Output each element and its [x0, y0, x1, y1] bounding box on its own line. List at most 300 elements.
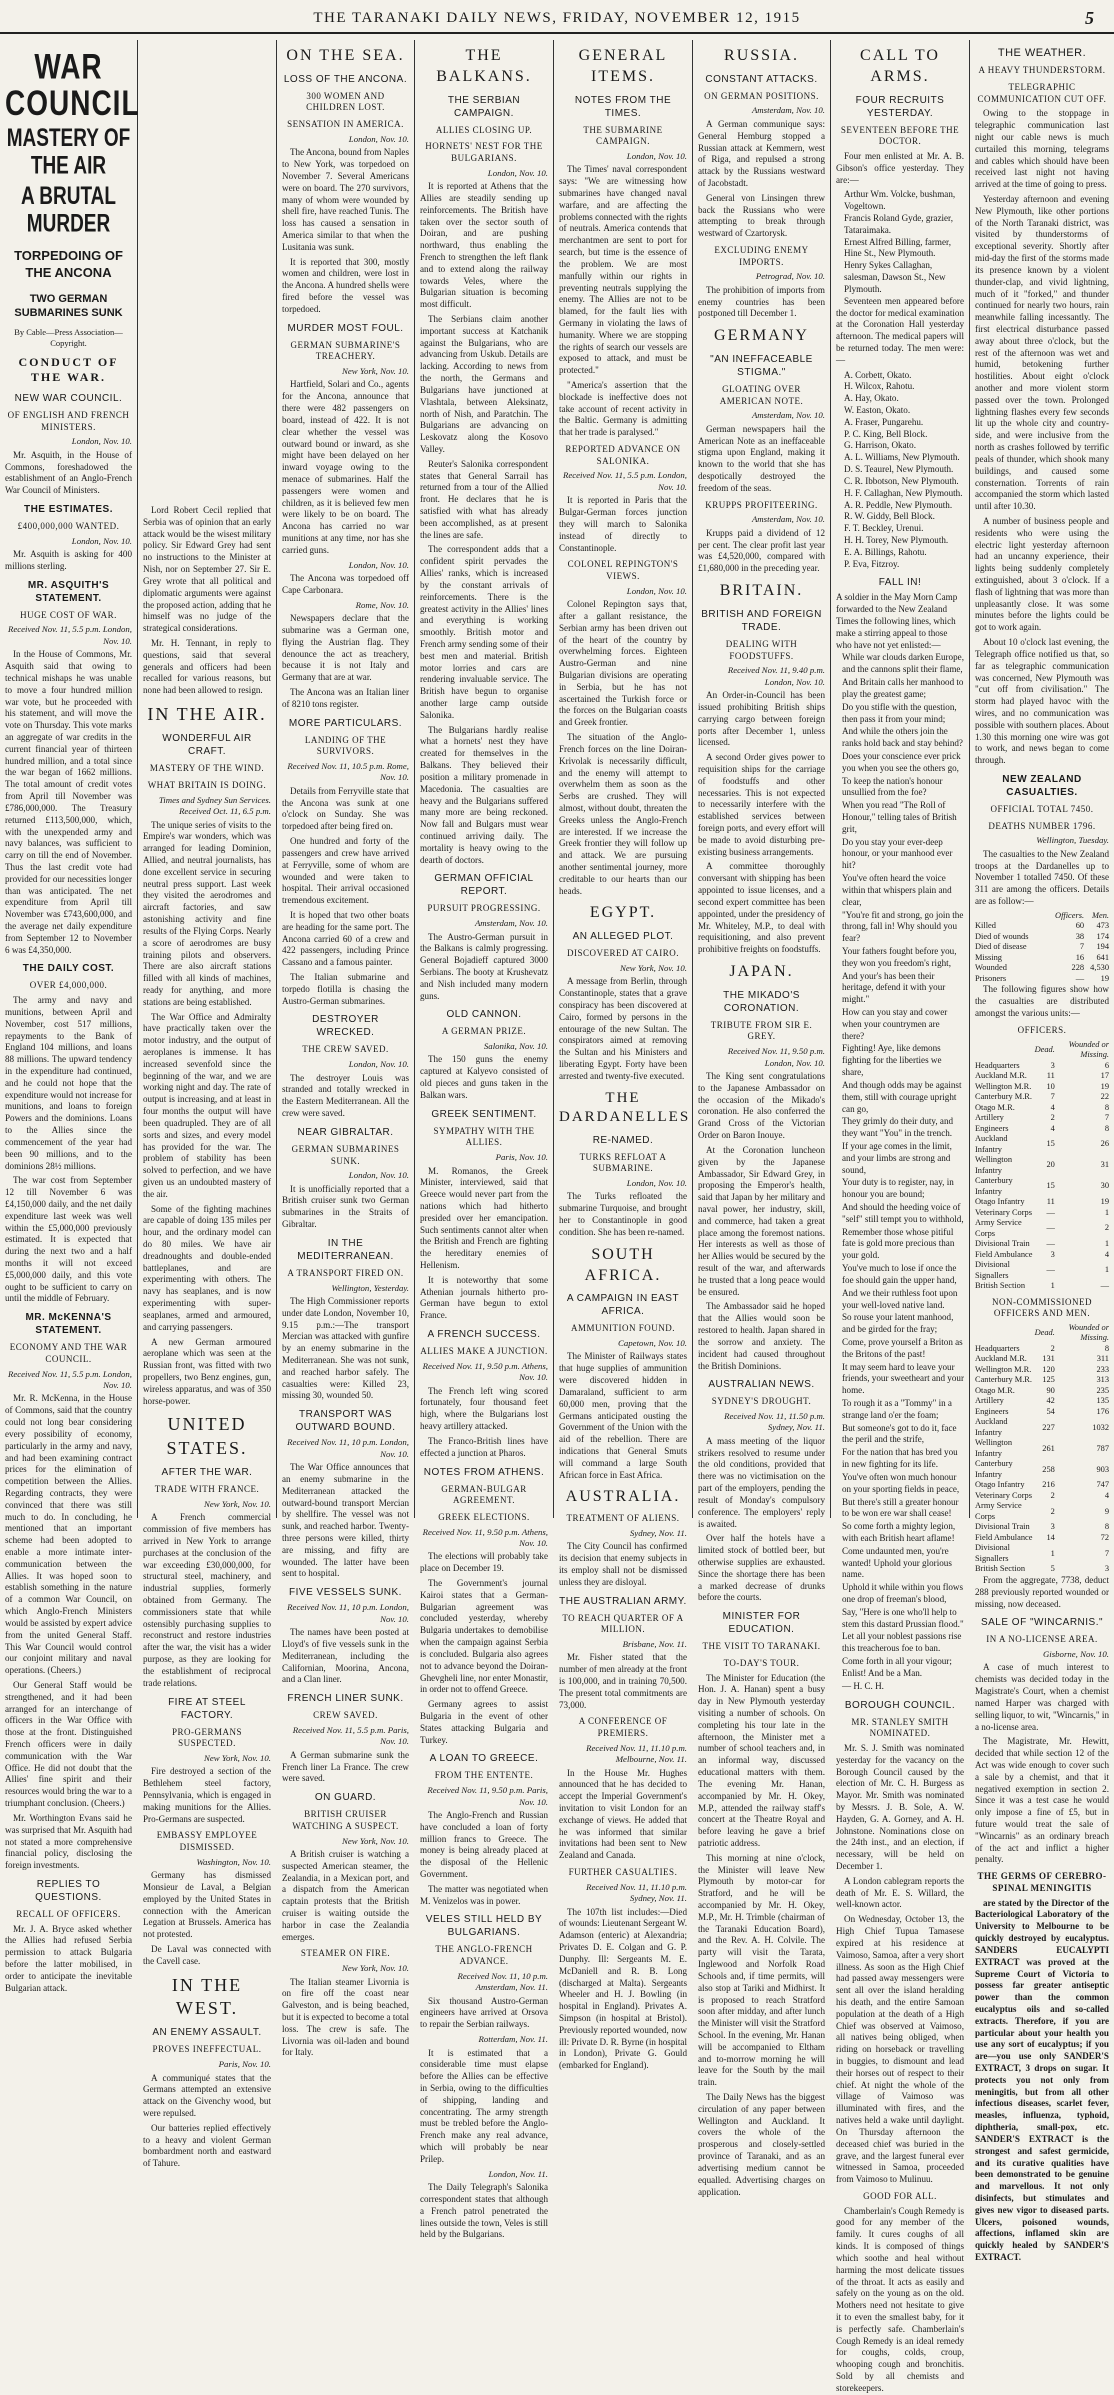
article-paragraph: The War Office announces that an enemy submarine in the Mediterranean attacked the outward-bound transport Mercian by shellfire. The vessel was not sunk, and reached harbor. Twenty-three persons were killed, thirty are missing, and fifty are wounded. The latter have been sent to hospital.	[282, 1462, 409, 1579]
table-row	[975, 1522, 1109, 1533]
dateline: London, Nov. 10.	[626, 1178, 687, 1189]
dateline: Received Nov. 11, 10 p.m. London, Nov. 10.	[287, 1602, 409, 1624]
section-heading: GERMANY	[714, 327, 809, 345]
dateline: Received Nov. 11, 5.5 p.m. London, Nov. 10.	[562, 470, 687, 492]
subheading: SEVENTEEN BEFORE THE DOCTOR.	[840, 124, 960, 147]
table-row	[975, 1155, 1109, 1176]
subheading: DEATHS NUMBER 1796.	[988, 820, 1096, 831]
dateline: Received Nov. 11, 9.40 p.m. London, Nov. 10.	[727, 665, 825, 687]
dateline: Times and Sydney Sun Services. Received Oct. 11, 6.5 p.m.	[158, 794, 271, 817]
section-heading: THE DARDANELLES	[559, 1089, 691, 1126]
table-row	[975, 1134, 1109, 1155]
section-heading: GENERAL ITEMS.	[578, 47, 668, 85]
table-row	[975, 1103, 1109, 1114]
subheading: NOTES FROM ATHENS.	[423, 1466, 545, 1478]
subheading: OF ENGLISH AND FRENCH MINISTERS.	[7, 410, 130, 432]
subheading: A LOAN TO GREECE.	[429, 1753, 539, 1765]
table-cell: 747	[1096, 1480, 1109, 1490]
poem-line: A soldier in the May Morn Camp forwarded to the New Zealand Times the following lines, which make a stirring appeal to those who have not yet enlisted:—	[836, 592, 958, 650]
subheading: MASTERY OF THE WIND.	[149, 763, 265, 774]
article-paragraph: The Turks refloated the submarine Turquoise, and brought her to Constantinople in good condition. She has been re-named.	[559, 1191, 687, 1237]
list-item: G. Harrison, Okato.	[844, 440, 916, 451]
list-item: A. R. Peddle, New Plymouth.	[844, 499, 953, 510]
article-paragraph: A German submarine sunk the French liner La France. The crew were saved.	[282, 1749, 409, 1784]
table-row	[975, 1092, 1109, 1103]
table-cell: 4	[1104, 1490, 1109, 1500]
article-paragraph: The Ancona was torpedoed off Cape Carbonara.	[282, 573, 409, 595]
table-cell: 1	[1104, 1265, 1109, 1275]
table-cell: 5	[1050, 1564, 1055, 1574]
article-paragraph: Owing to the stoppage in telegraphic communication last night our cable news is much curtailed this morning, telegrams and cables which should have been received last night not having arrived at the time of going to press.	[975, 108, 1109, 190]
article-paragraph: A message from Berlin, through Constantinople, states that a grave conspiracy has been discovered at Cairo, formed by persons in the entourage of the new Sultan. The conspirators aimed at removing the Sultan and his Ministers and liberating Egypt. Forty have been arrested and twenty-five executed.	[559, 976, 687, 1081]
advert-heading: THE GERMS OF CEREBRO-SPINAL MENINGITIS	[977, 1871, 1107, 1893]
table-cell: Canterbury Infantry	[975, 1176, 1013, 1196]
table-cell: British Section	[975, 1281, 1026, 1291]
table-row	[975, 1375, 1109, 1386]
poem-line: How can you stay and cower when your countrymen are there?	[842, 1007, 948, 1041]
dateline: Capetown, Nov. 10.	[618, 1338, 687, 1349]
table-cell: Otago Infantry	[975, 1480, 1025, 1490]
subheading: GOOD FOR ALL.	[863, 2190, 937, 2201]
article-paragraph: Germany agrees to assist Bulgaria in the event of other States attacking Bulgaria and Turkey.	[420, 1699, 548, 1745]
table-cell: Divisional Signallers	[975, 1543, 1010, 1563]
subheading: LOSS OF THE ANCONA.	[283, 73, 408, 85]
table-row	[975, 1124, 1109, 1135]
subheading: REPORTED ADVANCE ON SALONIKA.	[565, 444, 681, 466]
table-cell: Otago M.R.	[975, 1102, 1015, 1112]
subheading: CREW SAVED.	[313, 1710, 378, 1721]
table-header-cell	[975, 1323, 1035, 1344]
article-paragraph: The Austro-German pursuit in the Balkans is calmly progressing. General Bojadieff captured 3000 Serbians. The booty at Krushevatz and Nish included many modern guns.	[420, 931, 548, 1001]
table-cell: Field Ambulance	[975, 1249, 1033, 1259]
article-paragraph: The French left wing scored fortunately, four thousand feet high, where the Bulgarians lost heavy artillery attacked.	[420, 1385, 548, 1432]
subheading: TRADE WITH FRANCE.	[154, 1484, 260, 1495]
subheading: GREEK SENTIMENT.	[431, 1108, 537, 1120]
article-paragraph: The City Council has confirmed its decision that enemy subjects in its employ shall not be dismissed unless they are disloyal.	[559, 1541, 687, 1587]
examinee-list	[836, 370, 964, 571]
subheading: WHAT BRITAIN IS DOING.	[147, 780, 267, 791]
list-item: R. W. Giddy, Bell Block.	[844, 511, 935, 522]
subheading: BOROUGH COUNCIL.	[844, 1699, 956, 1711]
dateline: Received Nov. 11, 9.50 p.m. Athens, Nov. 10.	[422, 1526, 548, 1548]
dateline: Amsterdam, Nov. 10.	[474, 918, 548, 929]
subheading: IN A NO-LICENSE AREA.	[986, 1634, 1098, 1645]
table-cell: Prisoners	[975, 973, 1007, 983]
poem-line: While war clouds darken Europe, and the cannons split their flame,	[842, 652, 964, 675]
poem-line: And though odds may be against them, still with courage upright can go,	[842, 1079, 962, 1114]
dateline: Received Nov. 11, 9.50 p.m. Paris, Nov. 10.	[427, 1785, 548, 1807]
dateline: Received Nov. 11, 10 p.m. Amsterdam, Nov. 11.	[457, 1970, 548, 1993]
dateline: London, Nov. 11.	[488, 2168, 548, 2179]
subheading: CONSTANT ATTACKS.	[705, 73, 818, 85]
subheading: AN ALLEGED PLOT.	[572, 931, 674, 943]
newspaper-title: THE TARANAKI DAILY NEWS, FRIDAY, NOVEMBER 12, 1915	[313, 10, 801, 26]
recruit-list	[836, 189, 964, 295]
subheading: TO-DAY'S TOUR.	[723, 1657, 800, 1668]
dateline: New York, Nov. 10.	[342, 366, 409, 377]
subheading: THE VISIT TO TARANAKI.	[702, 1641, 821, 1652]
article-paragraph: The Daily Telegraph's Salonika correspondent states that although a French patrol penetrated the lines outside the town, Veles is still held by the Bulgarians.	[420, 2182, 548, 2240]
subheading: TURKS REFLOAT A SUBMARINE.	[579, 1151, 667, 1174]
table-row	[975, 1480, 1109, 1491]
table-row	[975, 1061, 1109, 1072]
table-cell: 15	[1046, 1139, 1055, 1149]
table-cell: Wounded	[975, 963, 1007, 973]
article-paragraph: De Laval was connected with the Cavell case.	[143, 1944, 271, 1966]
table-cell: 10	[1046, 1081, 1055, 1091]
article-paragraph: The casualties to the New Zealand troops at the Dardanelles up to November 1 totalled 7450. Of these 311 are among the officers. Details are as follow:—	[975, 848, 1109, 907]
subheading: LANDING OF THE SURVIVORS.	[304, 734, 387, 757]
subheading: BRITISH CRUISER WATCHING A SUSPECT.	[292, 1809, 399, 1831]
dateline: Received Nov. 11, 5.5 p.m. London, Nov. 10.	[7, 1368, 132, 1391]
subheading: A CAMPAIGN IN EAST AFRICA.	[566, 1293, 680, 1318]
subheading: FALL IN!	[878, 577, 922, 589]
subheading: A HEAVY THUNDERSTORM.	[978, 65, 1106, 76]
page-number: 5	[1085, 8, 1094, 28]
subheading: ALLIES CLOSING UP.	[435, 124, 533, 135]
byline: By Cable—Press Association—Copyright.	[14, 326, 123, 348]
section-heading: IN THE WEST.	[171, 1974, 243, 2019]
subheading: THE AUSTRALIAN ARMY.	[559, 1595, 687, 1607]
table-row	[975, 1417, 1109, 1438]
list-item: A. L. Williams, New Plymouth.	[844, 452, 960, 463]
article-paragraph: The Times' naval correspondent says: "We are witnessing how submarines have changed naval warfare, and are affecting the problems connected with the rights of neutrals. America contends that merchantmen are sent to port for search, but time is the essence of the problem. We are most manfully within our rights in preventing neutrals supplying the enemy. The Allies are not to be blamed, for the fault lies with Germany in violating the laws of humanity. Where we are stopping the rights of search our vessels are exposed to attack, and must be protected."	[559, 164, 687, 376]
article-paragraph: Mr. H. Tennant, in reply to questions, said that several generals and officers had been recalled for various reasons, but none had been allowed to resign.	[143, 637, 271, 696]
list-item: C. R. Ibbotson, New Plymouth.	[844, 475, 959, 486]
table-cell: Artillery	[975, 1113, 1004, 1123]
table-cell: 3	[1050, 1249, 1055, 1259]
table-cell: Army Service Corps	[975, 1501, 1022, 1521]
subheading: THE SUBMARINE CAMPAIGN.	[583, 124, 663, 147]
table-cell: 125	[1042, 1375, 1055, 1385]
table-cell: 6	[1104, 1060, 1109, 1070]
article-paragraph: Six thousand Austro-German engineers have arrived at Orsova to repair the Serbian railways.	[420, 1995, 548, 2030]
article-paragraph: The Anglo-French and Russian have concluded a loan of forty million francs to Greece. The money is being already placed at the disposal of the Hellenic Government.	[420, 1809, 548, 1879]
table-cell: 31	[1100, 1160, 1109, 1170]
article-paragraph: "America's assertion that the blockade is ineffective does not take account of recent activity in the Baltic. Germany is admitting that her trade is paralysed."	[559, 380, 687, 438]
table-cell: 1	[1104, 1239, 1109, 1249]
table-header-cell: Wounded or Missing.	[1068, 1322, 1109, 1343]
article-paragraph: About 10 o'clock last evening, the Telegraph office notified us that, so far as telegraphic communication was concerned, New Plymouth was "cut off from civilisation." The storm had played havoc with the wires, and no communication was possible with southern places. About 1.30 this morning one wire was got to work, and news began to come through.	[975, 637, 1109, 766]
subheading: KRUPPS PROFITEERING.	[705, 499, 818, 510]
list-item: P. Eva, Fitzroy.	[844, 558, 900, 569]
table-header-cell: Dead.	[1034, 1328, 1055, 1338]
subheading: SYDNEY'S DROUGHT.	[711, 1396, 812, 1407]
article-paragraph: The army and navy and munitions, between April and November, cost 517 millions, repayments to the Bank of England 104 millions, and loans 88 millions. The upward tendency in the expenditure had continued, and he could not hope that the expenditure would not increase for munitions, and loans to foreign Powers and the dominions. Loans to the Allies since the commencement of the year had been 90 millions, and to the dominions 28½ millions.	[5, 995, 132, 1171]
table-cell: 1	[1104, 1207, 1109, 1217]
poem-line: Come, prove yourself a Briton as the Britons of the past!	[842, 1336, 963, 1359]
article-paragraph: Reuter's Salonika correspondent states that General Sarrail has returned from a tour of the Allied front. He declares that he is satisfied with what has already been accomplished, as at present the lines are safe.	[420, 458, 548, 540]
column-6	[693, 40, 830, 2197]
article-paragraph: The matter was negotiated when M. Venizelos was in power.	[420, 1883, 548, 1906]
table-cell: 3	[1104, 1564, 1109, 1574]
subheading: A FRENCH SUCCESS.	[427, 1329, 541, 1341]
table-cell: Army Service Corps	[975, 1218, 1022, 1238]
table-cell: Canterbury Infantry	[975, 1459, 1013, 1479]
subheading: TRANSPORT WAS OUTWARD BOUND.	[295, 1409, 396, 1434]
list-item: E. A. Billings, Rahotu.	[844, 546, 927, 557]
dateline: London, Nov. 10.	[626, 150, 687, 161]
article-paragraph: One hundred and forty of the passengers and crew have arrived at Ferryville, some of whom are wounded and were taken to hospital. Their arrival occasioned tremendous excitement.	[282, 836, 409, 906]
dateline: London, Nov. 10.	[348, 1059, 409, 1070]
article-paragraph: The Ancona was an Italian liner of 8210 tons register.	[282, 686, 409, 709]
poem-line: Fighting! Aye, like demons fighting for the liberties we share,	[842, 1043, 942, 1078]
poem-line: — H. C. H.	[842, 1680, 884, 1691]
article-paragraph: A British cruiser is watching a suspected American steamer, the Zealandia, in a Mexican port, and a dispatch from the American captain protests that the British cruiser is waiting outside the harbor in case the Zealandia emerges.	[282, 1848, 409, 1942]
dateline: New York, Nov. 10.	[204, 1498, 271, 1509]
subheading: THE ANGLO-FRENCH ADVANCE.	[435, 1944, 533, 1967]
table-cell: 8	[1104, 1102, 1109, 1112]
table-cell: 131	[1042, 1354, 1055, 1364]
table-cell: 313	[1096, 1375, 1109, 1385]
article-paragraph: A mass meeting of the liquor strikers resolved to resume under the old conditions, provided that there was no victimisation on the part of the employers, pending the result of Monday's compulsory conference. The employers' reply is awaited.	[698, 1435, 825, 1529]
subheading: PRO-GERMANS SUSPECTED.	[171, 1726, 242, 1749]
article-paragraph: Mr. J. A. Bryce asked whether the Allies had refused Serbia permission to attack Bulgaria before the latter mobilised, in order to anticipate the inevitable Bulgarian attack.	[5, 1923, 132, 1993]
article-paragraph: The Magistrate, Mr. Hewitt, decided that while section 12 of the Act was wide enough to cover such a sale by a chemist, and that it negatived exemption in section 2. Since it was a test case he would only impose a fine of £5, but in future would treat the sale of "Wincarnis" as an ordinary breach of the act and inflict a higher penalty.	[975, 1736, 1109, 1865]
article-paragraph: The 150 guns the enemy captured at Kalyevo consisted of old pieces and guns taken in the Balkan wars.	[420, 1054, 548, 1100]
section-heading: SOUTH AFRICA.	[584, 1245, 662, 1284]
table-cell: Otago Infantry	[975, 1197, 1025, 1207]
article-paragraph: A new German armoured aeroplane which was seen at the Russian front, was fitted with two propellers, two Benz engines, gun, wireless apparatus, and was of 350 horse-power.	[143, 1336, 271, 1406]
table-row	[975, 1082, 1109, 1093]
section-heading: THE WEATHER.	[997, 47, 1087, 59]
dateline: London, Nov. 10.	[348, 133, 409, 144]
subheading: DISCOVERED AT CAIRO.	[566, 948, 680, 959]
subheading: BRITISH AND FOREIGN TRADE.	[701, 608, 822, 633]
table-cell: 216	[1042, 1480, 1055, 1490]
headline-submarines-sunk: TWO GERMAN SUBMARINES SUNK	[14, 293, 123, 320]
poem-line: They grimly do their duty, and they want "You" in the trench.	[842, 1116, 954, 1139]
table-cell: 22	[1100, 1092, 1109, 1102]
table-header-cell: Wounded or Missing.	[1068, 1039, 1109, 1060]
article-paragraph: Mr. Fisher stated that the number of men already at the front is 100,000, and in training 70,500. The present total commitments are 73,000.	[559, 1652, 687, 1710]
table-cell: Auckland Infantry	[975, 1417, 1008, 1437]
dateline: London, Nov. 10.	[71, 535, 132, 546]
subheading: GERMAN OFFICIAL REPORT.	[434, 873, 534, 898]
table-cell: 54	[1046, 1406, 1055, 1416]
table-cell: Field Ambulance	[975, 1532, 1033, 1542]
article-paragraph: Mr. S. J. Smith was nominated yesterday for the vacancy on the Borough Council caused by the election of Mr. C. H. Burgess as Mayor. Mr. Smith was nominated by Messrs. J. B. Sole, A. W. Hayden, G. A. Gorney, and A. H. Johnstone. Nominations close on the 24th inst., and an election, if necessary, will be held on December 1.	[836, 1742, 964, 1872]
section-heading: BRITAIN.	[719, 582, 804, 600]
subheading: TREATMENT OF ALIENS.	[566, 1513, 680, 1524]
subheading: OVER £4,000,000.	[29, 980, 108, 991]
poem-line: Let all your noblest passions rise this treacherous foe to ban.	[842, 1631, 962, 1654]
table-row	[975, 1564, 1109, 1575]
article-paragraph: A German communique says: General Hemburg stopped a Russian attack at Kemmern, west of Riga, and repulsed a strong attack by the Russians westward of Jacobstadt.	[698, 118, 825, 188]
poem-line: It may seem hard to leave your friends, your sweetheart and your home.	[842, 1361, 964, 1396]
poem-line: And Britain calls her manhood to play the greatest game;	[842, 677, 964, 699]
table-cell: 227	[1042, 1422, 1055, 1432]
table-row	[975, 974, 1109, 985]
column-8	[970, 40, 1114, 2263]
column-3	[277, 40, 414, 2058]
poem-line: And we their ruthless foot upon your well-loved native land.	[842, 1287, 958, 1310]
table-cell: 311	[1096, 1354, 1109, 1364]
dateline: New York, Nov. 10.	[342, 1963, 409, 1974]
poem-line: But there's still a greater honour to be won ere war shall cease!	[842, 1496, 959, 1519]
dateline: Wellington, Yesterday.	[331, 1282, 409, 1293]
table-cell: 261	[1042, 1443, 1055, 1453]
table-header-row	[975, 1323, 1109, 1344]
subheading: SALE OF "WINCARNIS."	[980, 1617, 1104, 1629]
dateline: Salonika, Nov. 10.	[483, 1041, 548, 1052]
subheading: DESTROYER WRECKED.	[312, 1014, 379, 1039]
poem	[836, 592, 964, 1692]
dateline: Received Nov. 11, 5.5 p.m. London, Nov. 10.	[7, 624, 132, 646]
table-cell: 2	[1050, 1506, 1055, 1516]
table-row	[975, 1533, 1109, 1544]
article-paragraph: M. Romanos, the Greek Minister, interviewed, said that Greece would never part from the nations which had hitherto presided over her emancipation. Such sentiments cannot alter when the British and French are fighting the hereditary enemies of Hellenism.	[420, 1165, 548, 1271]
article-paragraph: The elections will probably take place on December 19.	[420, 1551, 548, 1574]
article-paragraph: Our batteries replied effectively to a heavy and violent German bombardment north and eastward of Tahure.	[143, 2122, 271, 2169]
list-item: A. Fraser, Pungarehu.	[844, 416, 924, 427]
table-row	[975, 1260, 1109, 1281]
dateline: London, Nov. 10.	[348, 559, 409, 570]
subheading: £400,000,000 WANTED.	[17, 521, 120, 532]
subheading: NOTES FROM THE TIMES.	[574, 94, 672, 119]
dateline: Amsterdam, Nov. 10.	[751, 410, 825, 421]
table-cell: —	[1046, 1223, 1055, 1233]
article-paragraph: From the aggregate, 7738, deduct 288 previously reported wounded or missing, now deceased.	[975, 1574, 1109, 1609]
table-header-cell	[975, 1040, 1035, 1061]
table-cell: 2	[1104, 1223, 1109, 1233]
column-4	[415, 40, 553, 2240]
article-paragraph: Chamberlain's Cough Remedy is good for any member of the family. It cures coughs of all kinds. It is composed of things which soothe and heal without harming the most delicate tissues of the throat. It acts as easily and safely on the young as on the old. Mothers need not hesitate to give it to even the smallest baby, for it is perfectly safe. Chamberlain's Cough Remedy is an ideal remedy for coughs, colds, croup, whooping cough and bronchitis. Sold by all chemists and storekeepers.	[836, 2205, 964, 2393]
article-paragraph: The prohibition of imports from enemy countries has been postponed till December 1.	[698, 284, 825, 319]
section-heading: THE BALKANS.	[436, 47, 532, 85]
poem-line: Does your conscience ever prick you when you see the others go,	[842, 750, 961, 773]
article-paragraph: Over half the hotels have a limited stock of bottled beer, but otherwise supplies are exhausted. Since the shortage there has been a marked decrease of drunks before the courts.	[698, 1533, 825, 1603]
subheading: EXCLUDING ENEMY IMPORTS.	[714, 245, 809, 267]
subheading: GREEK ELECTIONS.	[438, 1511, 530, 1522]
article-paragraph: A French commercial commission of five members has arrived in New York to arrange purchases at the conclusion of the war exceeding £30,000,000, for structural steel, machinery, and industrial supplies, formerly obtained from Germany. The commissioners state that while ostensibly purchasing supplies to reconstruct and restore industries after the war, the visit has a wider purpose, as they are looking for the establishment of reciprocal trade relations.	[143, 1512, 271, 1688]
column-5	[554, 40, 692, 2071]
subheading: RE-NAMED.	[592, 1134, 654, 1146]
table-cell: 17	[1100, 1071, 1109, 1081]
article-paragraph: Lord Robert Cecil replied that Serbia was of opinion that an early attack would be the wisest military policy. Sir Edward Grey had sent no instructions to the Minister at Nish, nor on September 27. Sir E. Grey wrote that all political and diplomatic arguments were against the proposed action, adding that he himself was no judge of the strategical considerations.	[143, 505, 271, 634]
poem-line: Come undaunted men, you're wanted! Uphold your glorious name.	[842, 1545, 952, 1580]
table-cell: 7	[1104, 1548, 1109, 1558]
subheading: OLD CANNON.	[446, 1009, 522, 1021]
table-cell: Otago M.R.	[975, 1385, 1015, 1395]
table-cell: 473	[1096, 921, 1109, 931]
table-cell: 60	[1075, 921, 1085, 931]
article-paragraph: At the Coronation luncheon given by the Japanese Ambassador, Sir Edward Grey, in proposing the Emperor's health, said that Japan by her military and naval power, her industry, skill, and commerce, had taken a great place among the foremost nations. Her interests as well as those of her Allies would be secured by the result of the war, and afterwards he trusted that a long peace would be ensured.	[698, 1144, 825, 1297]
dateline: London, Nov. 10.	[487, 167, 548, 178]
poem-line: Come forth in all your vigour; Enlist! And be a Man.	[842, 1656, 952, 1678]
subheading: STEAMER ON FIRE.	[300, 1948, 391, 1959]
subheading: "AN INEFFACEABLE STIGMA."	[710, 354, 813, 379]
table-cell: 26	[1100, 1139, 1109, 1149]
table-row	[975, 1386, 1109, 1397]
dateline: Gisborne, Nov. 10.	[1042, 1649, 1109, 1660]
subheading: FRENCH LINER SUNK.	[287, 1693, 404, 1705]
table-row	[975, 1113, 1109, 1124]
table-cell: 9	[1104, 1506, 1109, 1516]
table-cell: Divisional Train	[975, 1522, 1030, 1532]
table-row	[975, 921, 1109, 932]
article-paragraph: Mr. Worthington Evans said he was surprised that Mr. Asquith had not stated a more comprehensive financial policy, disclosing the foreign investments.	[5, 1812, 132, 1871]
table-row	[975, 932, 1109, 943]
table-cell: 120	[1042, 1364, 1055, 1374]
dateline: Received Nov. 11, 11.50 p.m. Sydney, Nov. 11.	[724, 1411, 825, 1433]
table-cell: 8	[1104, 1123, 1109, 1133]
table-cell: 135	[1096, 1396, 1109, 1406]
article-paragraph: The correspondent adds that a confident spirit pervades the Allies' ranks, which is increased by the constant arrivals of reinforcements. There is the greatest activity in the Allies' lines and everything is working smoothly. British motor and French army sending some of their best men and material. British motor lorries and cars are rendering invaluable service. The British have begun to organise another large camp outside Salonika.	[420, 544, 548, 720]
list-item: A. Hay, Okato.	[844, 393, 899, 404]
table-cell: 174	[1096, 931, 1109, 941]
dateline: Received Nov. 11, 11.10 p.m. Melbourne, Nov. 11.	[586, 1742, 687, 1765]
table-cell: 15	[1046, 1181, 1055, 1191]
column-1	[0, 40, 140, 1993]
table-cell: 8	[1104, 1522, 1109, 1532]
poem-line: For the nation that has bred you in new fighting for its life.	[842, 1447, 958, 1470]
section-heading: AUSTRALIA.	[565, 1488, 681, 1506]
article-paragraph: It is reported at Athens that the Allies are steadily sending up reinforcements. The British have taken over the sector south of Doiran, and are pushing northward, thus enabling the French to strengthen the left flank and to extend along the railway towards Veles, where the Bulgarian situation is becoming most difficult.	[420, 181, 548, 310]
article-paragraph: It is reported that 300, mostly women and children, were lost in the Ancona. A hundred shells were fired before the vessel was torpedoed.	[282, 256, 409, 314]
subheading: MINISTER FOR EDUCATION.	[722, 1611, 801, 1636]
table-row	[975, 1543, 1109, 1564]
section-heading: RUSSIA.	[724, 47, 799, 64]
article-paragraph: The war cost from September 12 till November 6 was £4,150,000 daily, and the net daily expenditure last week was well within the £5,000,000 previously estimated. It is expected that during the next two and a half months it will not exceed £5,000,000 daily, and this vote ought to be sufficient to carry on until the middle of February.	[5, 1175, 132, 1304]
headline-mastery-air: MASTERY OF THE AIR	[6, 125, 131, 180]
article-paragraph: The Franco-British lines have effected a junction at Pharos.	[420, 1435, 548, 1458]
table-cell: Veterinary Corps	[975, 1490, 1032, 1500]
subheading: PROVES INEFFECTUAL.	[152, 2044, 262, 2055]
poem-line: Remember those whose pitiful fate is gold more precious than your gold.	[842, 1226, 955, 1261]
article-paragraph: The Daily News has the biggest circulation of any paper between Wellington and Auckland. It covers the whole of the prosperous and closely-settled province of Taranaki, and as an advertising medium cannot be equalled. Advertising charges on application.	[698, 2092, 825, 2197]
subheading: AMMUNITION FOUND.	[571, 1323, 675, 1334]
subheading: RECALL OF OFFICERS.	[16, 1908, 121, 1919]
poem-line: Do you stay your ever-deep honour, or your manhood ever hit?	[842, 836, 953, 871]
article-paragraph: It is estimated that a considerable time must elapse before the Allies can be effective in Serbia, owing to the difficulties of shipping, landing and concentrating. The army strength must be trebled before the Anglo-French make any real advance, which will probably be near Prilep.	[420, 2047, 548, 2164]
dateline: London, Nov. 10.	[71, 436, 132, 447]
table-cell: Wellington Infantry	[975, 1438, 1013, 1458]
subheading: THE ESTIMATES.	[23, 504, 114, 516]
poem-line: Do you stifle with the question, then pass it from your mind;	[842, 701, 957, 724]
table-cell: 903	[1096, 1464, 1109, 1474]
table-row	[975, 1407, 1109, 1418]
subheading: FOUR RECRUITS YESTERDAY.	[855, 94, 945, 119]
table-cell: 2	[1050, 1490, 1055, 1500]
dateline: Received Nov. 11, 9.50 p.m. London, Nov. 10.	[727, 1046, 825, 1068]
poem-line: You've often heard the voice within that whispers plain and clear,	[842, 873, 952, 907]
article-paragraph: German newspapers hail the American Note as an ineffaceable stigma upon England, making it known to the world that she has despotically destroyed the freedom of the seas.	[698, 423, 825, 493]
poem-line: So come forth a mighty legion, with each British heart aflame!	[842, 1521, 956, 1543]
table-cell: 42	[1046, 1396, 1055, 1406]
table-header-cell: Officers.	[1055, 910, 1085, 920]
dateline: Brisbane, Nov. 11.	[622, 1638, 687, 1649]
men-casualty-table	[975, 1323, 1109, 1575]
table-cell: —	[1046, 1265, 1055, 1275]
officers-casualty-table	[975, 1040, 1109, 1292]
table-cell: 233	[1096, 1364, 1109, 1374]
subheading: FIRE AT STEEL FACTORY.	[168, 1696, 246, 1721]
subheading: GERMAN SUBMARINE'S TREACHERY.	[290, 339, 401, 362]
table-cell: 72	[1100, 1532, 1109, 1542]
table-cell: Auckland M.R.	[975, 1071, 1027, 1081]
article-paragraph: The Minister for Education (the Hon. J. A. Hanan) spent a busy day in New Plymouth yesterday visiting a number of schools. On completing his tour late in the afternoon, the Minister met a number of school teachers and, in an informal way, discussed educational matters with them. The evening Mr. Hanan, accompanied by Mr. H. Okey, M.P., attended the railway staff's concert at the Theatre Royal and before leaving he gave a brief patriotic address.	[698, 1672, 825, 1848]
subheading: MR. STANLEY SMITH NOMINATED.	[851, 1716, 949, 1739]
article-paragraph: The King sent congratulations to the Japanese Ambassador on the occasion of the Mikado's coronation. He also conferred the Grand Cross of the Victorian Order on Baron Inouye.	[698, 1071, 825, 1141]
article-paragraph: It is hoped that two other boats are heading for the same port. The Ancona carried 60 of a crew and 422 passengers, including Prince Cassano and a famous painter.	[282, 909, 409, 968]
poem-line: If your age comes in the limit, and your limbs are strong and sound,	[842, 1140, 952, 1175]
table-cell: 3	[1050, 1060, 1055, 1070]
article-paragraph: Mr. Asquith, in the House of Commons, foreshadowed the establishment of an Anglo-French War Council of Ministers.	[5, 449, 132, 496]
table-cell: 3	[1050, 1522, 1055, 1532]
table-cell: Auckland M.R.	[975, 1354, 1027, 1364]
table-cell: Died of wounds	[975, 931, 1029, 941]
